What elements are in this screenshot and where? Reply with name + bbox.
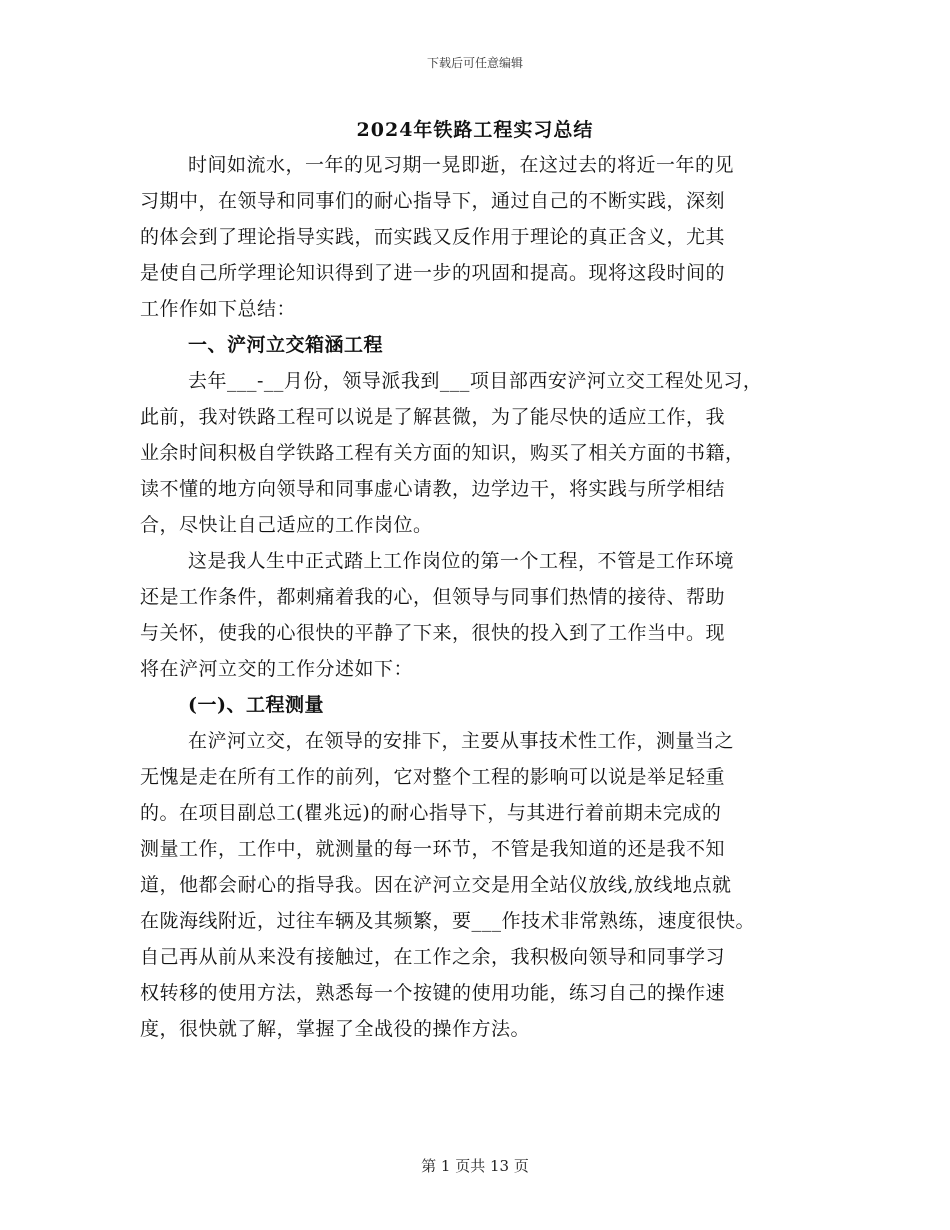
text-line: 的体会到了理论指导实践，而实践又反作用于理论的真正含义，尤其 — [140, 226, 726, 248]
text-line: 去年___-__月份，领导派我到___项目部西安浐河立交工程处见习， — [188, 370, 763, 392]
document-body — [140, 147, 820, 1047]
text-line: 这是我人生中正式踏上工作岗位的第一个工程，不管是工作环境 — [188, 550, 735, 572]
text-line: 的。在项目副总工(瞿兆远)的耐心指导下，与其进行着前期未完成的 — [140, 802, 722, 824]
text-line: 是使自己所学理论知识得到了进一步的巩固和提高。现将这段时间的 — [140, 262, 726, 284]
text-line: 习期中，在领导和同事们的耐心指导下，通过自己的不断实践，深刻 — [140, 190, 726, 212]
text-line: 自己再从前从来没有接触过，在工作之余，我积极向领导和同事学习 — [140, 946, 726, 968]
text-line: 与关怀，使我的心很快的平静了下来，很快的投入到了工作当中。现 — [140, 622, 726, 644]
page-number: 第 1 页共 13 页 — [421, 1157, 529, 1175]
text-line: 时间如流水，一年的见习期一晃即逝，在这过去的将近一年的见 — [188, 154, 735, 176]
text-line: 度，很快就了解，掌握了全战役的操作方法。 — [140, 1018, 531, 1040]
text-line: 将在浐河立交的工作分述如下： — [140, 658, 414, 680]
text-line: 此前，我对铁路工程可以说是了解甚微，为了能尽快的适应工作，我 — [140, 406, 726, 428]
document-title: 2024年铁路工程实习总结 — [356, 119, 594, 141]
text-line: 权转移的使用方法，熟悉每一个按键的使用功能，练习自己的操作速 — [140, 982, 726, 1004]
section-heading: (一)、工程测量 — [188, 694, 324, 716]
text-line: 在浐河立交，在领导的安排下，主要从事技术性工作，测量当之 — [188, 730, 735, 752]
text-line: 道，他都会耐心的指导我。因在浐河立交是用全站仪放线,放线地点就 — [140, 874, 732, 896]
text-line: 合，尽快让自己适应的工作岗位。 — [140, 514, 433, 536]
text-line: 读不懂的地方向领导和同事虚心请教，边学边干，将实践与所学相结 — [140, 478, 726, 500]
text-line: 业余时间积极自学铁路工程有关方面的知识，购买了相关方面的书籍， — [140, 442, 745, 464]
header-note: 下载后可任意编辑 — [426, 56, 523, 70]
section-heading: 一、浐河立交箱涵工程 — [188, 334, 384, 356]
text-line: 在陇海线附近，过往车辆及其频繁，要___作技术非常熟练，速度很快。 — [140, 910, 756, 932]
text-line: 工作作如下总结： — [140, 298, 297, 320]
text-line: 无愧是走在所有工作的前列，它对整个工程的影响可以说是举足轻重 — [140, 766, 726, 788]
text-line: 还是工作条件，都刺痛着我的心，但领导与同事们热情的接待、帮助 — [140, 586, 726, 608]
text-line: 测量工作，工作中，就测量的每一环节，不管是我知道的还是我不知 — [140, 838, 726, 860]
